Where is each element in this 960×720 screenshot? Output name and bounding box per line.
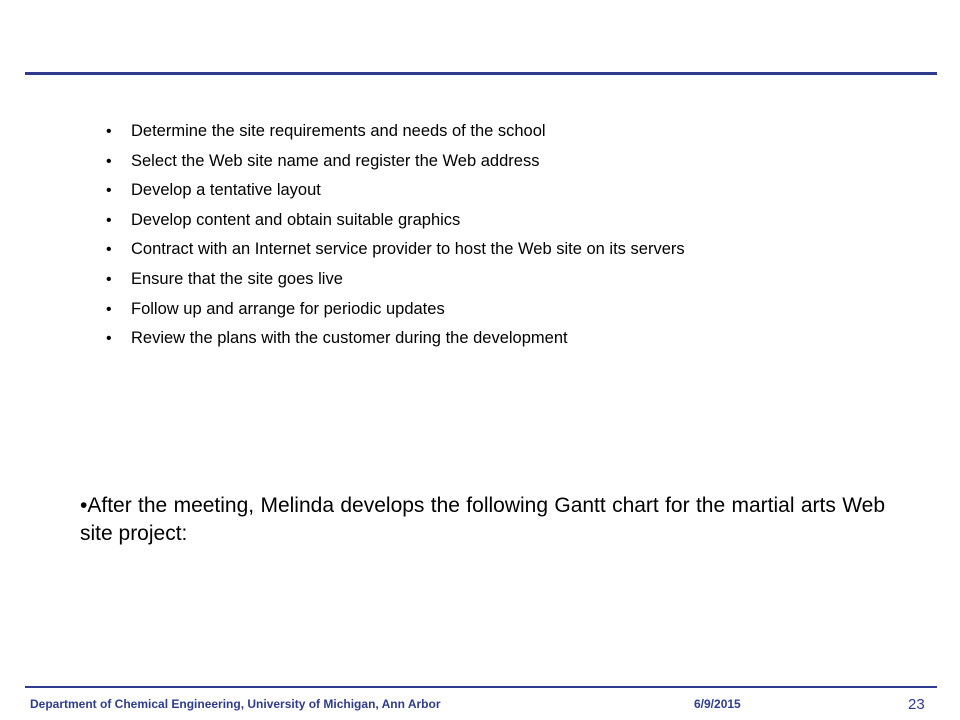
- bullet-item: [106, 267, 906, 297]
- bullet-text: Select the Web site name and register the Web address: [131, 151, 540, 170]
- header-divider: [25, 72, 937, 75]
- bullet-text: Review the plans with the customer during the development: [131, 329, 568, 348]
- bullet-item: [106, 119, 906, 149]
- bullet-text: Follow up and arrange for periodic updates: [131, 299, 445, 318]
- bullet-item: [106, 297, 906, 327]
- bullet-text: Contract with an Internet service provider to host the Web site on its servers: [131, 240, 685, 259]
- bullet-glyph: •: [106, 123, 112, 140]
- bullet-text: Develop a tentative layout: [131, 181, 321, 200]
- footer-department: Department of Chemical Engineering, University of Michigan, Ann Arbor: [30, 697, 441, 711]
- bullet-glyph: •: [106, 211, 112, 229]
- page-number: 23: [908, 696, 925, 713]
- bullet-glyph: •: [106, 270, 112, 288]
- bullet-text: Develop content and obtain suitable graphics: [131, 210, 461, 229]
- bullet-item: [106, 326, 906, 356]
- bullet-list: [106, 119, 906, 356]
- bullet-text: Determine the site requirements and needs of the school: [131, 122, 546, 140]
- footer-divider: [25, 686, 937, 688]
- bullet-glyph: •: [106, 152, 112, 170]
- bullet-glyph: •: [106, 182, 112, 200]
- bullet-glyph: •: [106, 241, 112, 259]
- bullet-glyph: •: [106, 300, 112, 318]
- bullet-item: [106, 208, 906, 238]
- bullet-item: [106, 237, 906, 267]
- bullet-glyph: •: [106, 330, 112, 348]
- bullet-item: [106, 178, 906, 208]
- intro-paragraph: •After the meeting, Melinda develops the following Gantt chart for the martial arts Web site project:: [80, 494, 885, 545]
- bullet-text: Ensure that the site goes live: [131, 269, 343, 288]
- bullet-item: [106, 149, 906, 179]
- footer-date: 6/9/2015: [694, 697, 741, 711]
